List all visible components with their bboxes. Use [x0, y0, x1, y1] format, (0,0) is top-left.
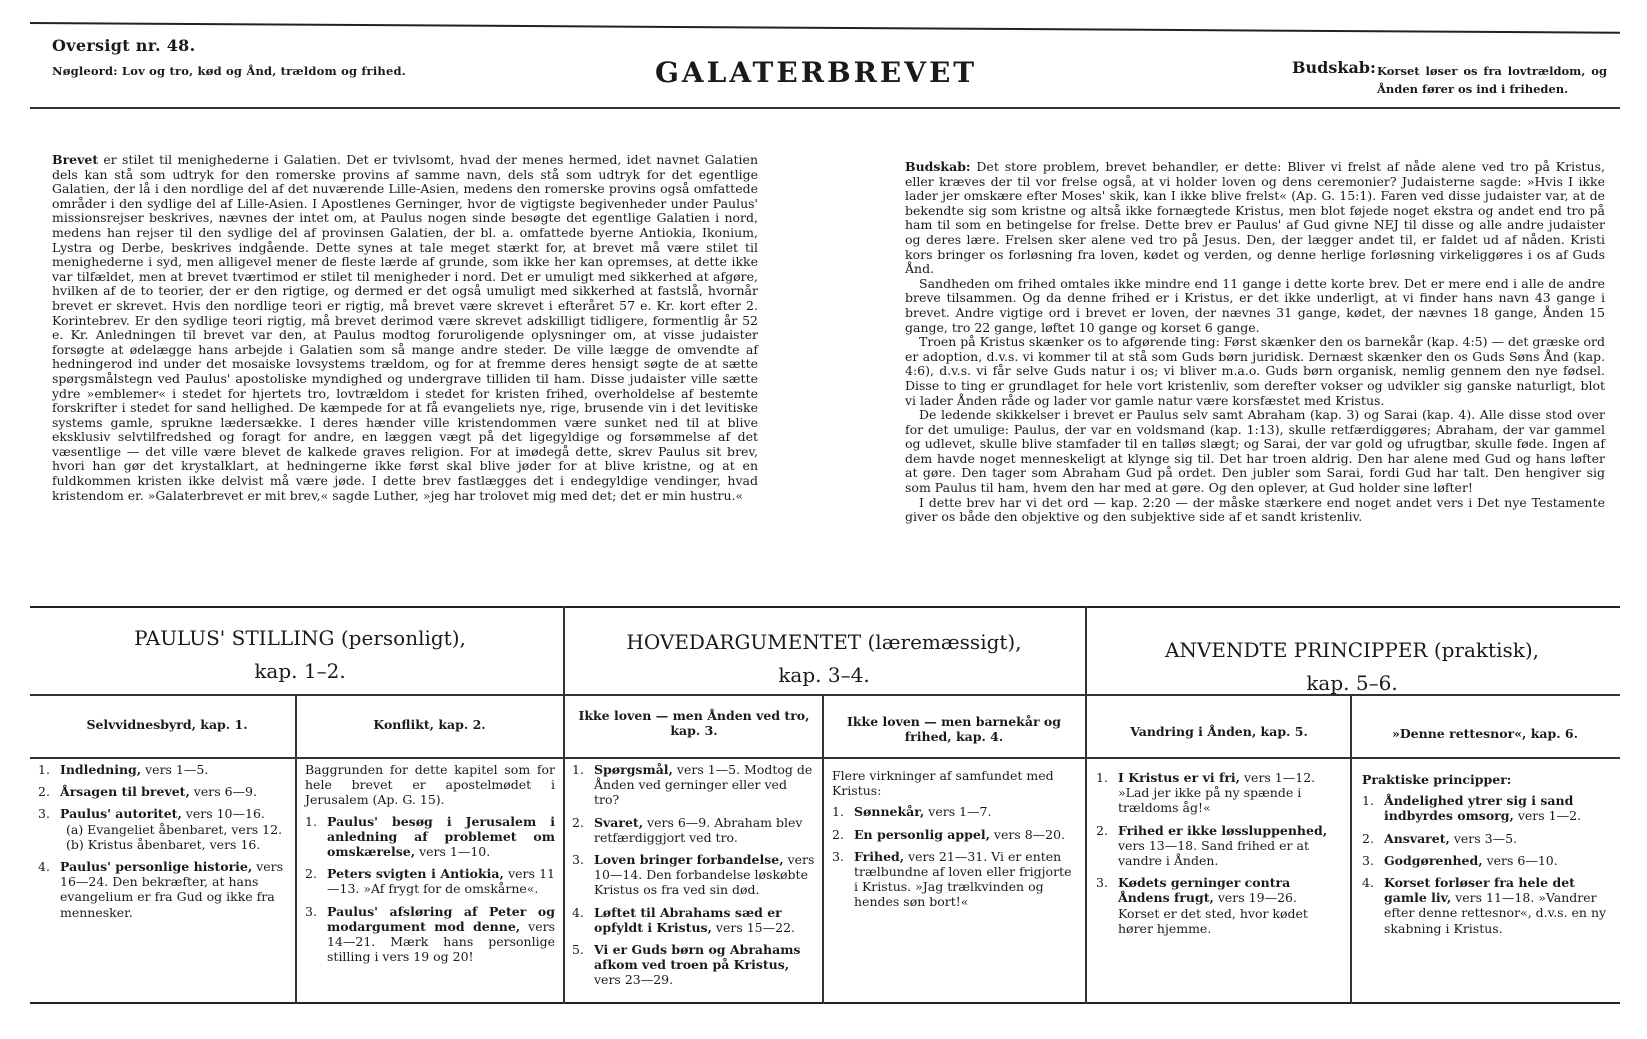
column-divider [295, 694, 297, 1004]
item-heading: Løftet til Abrahams sæd er opfyldt i Kristus, [594, 904, 782, 935]
sub-item: (a) Evangeliet åbenbaret, vers 12. [66, 821, 283, 837]
list-item [572, 815, 816, 845]
column-chapter-2 [305, 762, 555, 971]
column-intro: Praktiske principper: [1362, 772, 1512, 787]
item-text: vers 16—24. Den bekræfter, at hans evangelium er fra Gud og ikke fra mennesker. [60, 859, 284, 920]
list-item [572, 852, 816, 898]
item-text: vers 14—21. Mærk hans personlige stilling i vers 19 og 20! [327, 918, 555, 965]
item-text: vers 21—31. Vi er enten trælbundne af loven eller frigjorte i Kristus. »Jag trælkvinden og hendes søn bort!« [854, 848, 1072, 910]
list-item [572, 905, 816, 935]
item-number: 2. [1362, 830, 1374, 846]
list-item [1096, 770, 1342, 816]
item-number: 1. [38, 762, 50, 777]
item-heading: Kødets gerninger contra Åndens frugt, [1118, 875, 1291, 906]
list-item [38, 762, 286, 777]
item-number: 1. [305, 813, 317, 829]
item-text: vers 6—10. [1482, 852, 1558, 868]
message-lead: Budskab: [905, 159, 971, 174]
section-rule [30, 606, 1620, 608]
column-intro: Baggrunden for dette kapitel som for hele brevet er apostelmødet i Jerusalem (Ap. G. 15). [305, 762, 555, 808]
message-p2: Sandheden om frihed omtales ikke mindre end 11 gange i dette korte brev. Det er mere end i alle de andre breve tilsammen. Og da denne frihed er i Kristus, er det ikke underligt, at vi finder hans navn 43 gange i brevet. Andre vigtige ord i brevet er loven, der nævnes 31 gange, kødet, der nævnes 18 gange, Ånden 15 gange, tro 22 gange, løftet 10 gange og korset 6 gange. [905, 275, 1605, 335]
list-item [832, 804, 1076, 819]
header-rule [30, 107, 1620, 109]
list-item [305, 866, 555, 896]
intro-lead: Brevet [52, 152, 99, 167]
column-rule [30, 757, 1620, 759]
message-p1: Det store problem, brevet behandler, er dette: Bliver vi frelst af nåde alene ved tro på Kristus, eller kræves der til vor frelse også, at vi holder loven og dens ceremonier? Judaisterne sagde: »Hvis I ikke lader jer omskære efter Moses' skik, kan I ikke blive frelst« (Ap. G. 15:1). Faren ved disse judaister var, at de bekendte sig som kristne og altså ikke fornægtede Kristus, men blot føjede noget ekstra og andet end tro på ham til som en betingelse for frelse. Dette brev er Paulus' af Gud givne NEJ til disse og alle andre judaister og deres lære. Frelsen sker alene ved tro på Jesus. Den, der lægger andet til, er faldet ud af nåden. Kristi kors bringer os forløsning fra loven, kødet og verden, og denne herlige forløsning virkeliggøres i os af Guds Ånd. [905, 159, 1605, 277]
column-divider [822, 694, 824, 1004]
item-number: 4. [38, 859, 50, 875]
item-text: vers 1—10. [415, 844, 491, 860]
subsection-heading-6: »Denne rettesnor«, kap. 6. [1392, 726, 1578, 741]
section-heading-chapters: kap. 3–4. [778, 663, 870, 687]
list-item [1362, 875, 1612, 936]
item-text: vers 1—5. [141, 762, 209, 777]
item-number: 4. [572, 904, 584, 920]
item-heading: Spørgsmål, [594, 762, 673, 777]
list-item [1096, 875, 1342, 936]
item-heading: Ansvaret, [1384, 830, 1450, 846]
subsection-heading-4: Ikke loven — men barnekår og frihed, kap. 4. [847, 714, 1061, 744]
list-item [1362, 793, 1612, 823]
item-heading: Årsagen til brevet, [60, 784, 190, 800]
item-heading: Indledning, [60, 762, 142, 777]
keywords: Nøgleord: Lov og tro, kød og Ånd, trældom og frihed. [52, 64, 406, 78]
intro-paragraph [52, 153, 758, 503]
item-number: 5. [572, 942, 584, 958]
list-item [1362, 853, 1612, 868]
item-number: 2. [832, 826, 844, 842]
item-number: 2. [572, 814, 584, 830]
column-intro: Flere virkninger af samfundet med Kristus: [832, 768, 1054, 799]
item-heading: Frihed er ikke løssluppenhed, [1118, 822, 1328, 838]
item-text: vers 15—22. [711, 919, 796, 935]
item-text: vers 1—5. Modtog de Ånden ved gerninger eller ved tro? [594, 762, 813, 808]
list-item [38, 859, 286, 920]
section-heading-3 [1087, 634, 1617, 700]
item-text: vers 13—18. Sand frihed er at vandre i Ånden. [1118, 837, 1309, 869]
column-chapter-3 [572, 762, 816, 995]
item-number: 2. [38, 784, 50, 800]
message-p4: De ledende skikkelser i brevet er Paulus selv samt Abraham (kap. 3) og Sarai (kap. 4). Alle disse stod over for det umulige: Paulus, der var en voldsmand (kap. 1:13), skulle retfærdiggøres; Abraham, der var gammel og udlevet, skulle blive stamfader til en talløs slægt; og Sarai, der var gold og ufrugtbar, skulle føde. Ingen af dem havde noget menneskeligt at klynge sig til. Det har troen aldrig. Den har alene med Gud og hans løfter at gøre. Den tager som Abraham Gud på ordet. Den jubler som Sarai, fordi Gud har talt. Den hengiver sig som Paulus til ham, hvem den har med at gøre. Og den oplever, at Gud holder sine løfter! [905, 407, 1605, 496]
section-heading-line: PAULUS' STILLING (personligt), [134, 626, 466, 650]
item-text: vers 8—20. [989, 826, 1066, 842]
item-number: 2. [305, 866, 317, 882]
section-heading-chapters: kap. 1–2. [254, 659, 346, 683]
item-number: 1. [572, 762, 584, 777]
bottom-rule [30, 1002, 1620, 1004]
item-heading: Frihed, [854, 848, 905, 864]
list-item [38, 784, 286, 799]
column-divider [1085, 694, 1087, 1004]
item-heading: Korset forløser fra hele det gamle liv, [1384, 875, 1575, 906]
item-number: 3. [572, 852, 584, 868]
item-text: vers 1—12. »Lad jer ikke på ny spænde i trældoms åg!« [1118, 770, 1316, 816]
subsection-heading-3: Ikke loven — men Ånden ved tro, kap. 3. [578, 708, 810, 738]
item-number: 3. [1096, 875, 1108, 891]
item-number: 3. [38, 806, 50, 822]
section-heading-1 [40, 622, 560, 688]
item-heading: Paulus' besøg i Jerusalem i anledning af problemet om omskærelse, [327, 813, 555, 860]
item-text: vers 1—2. [1513, 808, 1582, 824]
sub-item: (b) Kristus åbenbaret, vers 16. [66, 836, 261, 852]
item-heading: Svaret, [594, 814, 644, 830]
message-label: Budskab: [1292, 58, 1376, 77]
item-text: vers 10—16. [181, 806, 265, 822]
item-number: 4. [1362, 875, 1374, 891]
section-heading-line: ANVENDTE PRINCIPPER (praktisk), [1164, 638, 1540, 662]
list-item [1096, 823, 1342, 869]
item-number: 3. [832, 848, 844, 864]
item-number: 3. [1362, 852, 1374, 868]
item-heading: Åndelighed ytrer sig i sand indbyrdes omsorg, [1384, 793, 1574, 824]
section-heading-2 [565, 626, 1083, 692]
column-chapter-6 [1362, 772, 1612, 943]
page-title: GALATERBREVET [655, 56, 978, 89]
item-number: 1. [832, 804, 844, 820]
item-text: vers 23—29. [594, 972, 674, 988]
item-text: vers 1—7. [924, 804, 992, 820]
list-item [305, 814, 555, 860]
list-item [1362, 831, 1612, 846]
item-heading: Sønnekår, [854, 804, 925, 820]
item-number: 1. [1096, 770, 1108, 785]
item-heading: Paulus' autoritet, [60, 806, 182, 822]
item-heading: I Kristus er vi fri, [1118, 770, 1241, 785]
top-rule [30, 22, 1620, 34]
item-text: vers 6—9. [189, 784, 257, 800]
section-heading-line: HOVEDARGUMENTET (læremæssigt), [626, 630, 1022, 654]
item-text: vers 6—9. Abraham blev retfærdiggjort ved tro. [594, 814, 803, 845]
item-text: vers 10—14. Den forbandelse løskøbte Kristus os fra ved sin død. [594, 852, 815, 898]
overview-number: Oversigt nr. 48. [52, 36, 196, 55]
message-p5: I dette brev har vi det ord — kap. 2:20 — der måske stærkere end noget andet vers i Det nye Testamente giver os både den objektive og den subjektive side af et sandt kristenliv. [905, 494, 1605, 525]
list-item [572, 762, 816, 808]
item-number: 1. [1362, 793, 1374, 809]
column-divider [563, 694, 565, 1004]
list-item [572, 942, 816, 988]
message-p3: Troen på Kristus skænker os to afgørende ting: Først skænker den os barnekår (kap. 4:5) — det græske ord er adoption, d.v.s. vi kommer til at stå som Guds børn juridisk. Dernæst skænker den os Guds Søns Ånd (kap. 4:6), d.v.s. vi får selve Guds natur i os; vi bliver m.a.o. Guds børn organisk, nemlig gennem den nye fødsel. Disse to ting er grundlaget for hele vort kristenliv, som derefter vokser og udvikler sig ganske naturligt, blot vi lader Ånden råde og lader vor gamle natur være korsfæstet med Kristus. [905, 334, 1605, 408]
item-heading: Godgørenhed, [1384, 852, 1483, 868]
item-heading: Loven bringer forbandelse, [594, 852, 784, 868]
list-item [305, 904, 555, 965]
subsection-heading-5: Vandring i Ånden, kap. 5. [1130, 724, 1308, 739]
column-chapter-5 [1096, 770, 1342, 943]
item-heading: En personlig appel, [854, 826, 990, 842]
item-text: vers 19—26. Korset er det sted, hvor kødet hører hjemme. [1118, 890, 1308, 936]
list-item [38, 806, 286, 852]
message-text: Korset løser os fra lovtrældom, og Ånden fører os ind i friheden. [1377, 64, 1607, 96]
item-heading: Paulus' afsløring af Peter og modargument mod denne, [327, 903, 555, 934]
item-heading: Paulus' personlige historie, [60, 859, 253, 875]
intro-body: er stilet til menighederne i Galatien. Det er tvivlsomt, hvad der menes hermed, idet navnet Galatien dels kan stå som udtryk for den romerske provins af samme navn, dels stå som udtryk for det egentlige Galatien, der lå i den nordlige del af det nuværende Lille-Asien, medens den romerske provins også omfattede områder i den sydlige del af Lille-Asien. I Apostlenes Gerninger, hvor de vigtigste begivenheder under Paulus' missionsrejser beskrives, nævnes der intet om, at Paulus nogen sinde besøgte det egentlige Galatien i nord, medens han rejser til den sydlige del af provinsen Galatien, der bl. a. omfattede byerne Antiokia, Ikonium, Lystra og Derbe, beskrives indgående. Dette synes at tale meget stærkt for, at brevet må være stilet til menighederne i syd, men alligevel mener de fleste lærde af grunde, som ikke her kan opremses, at dette ikke var tilfældet, men at brevet tværtimod er stilet til menigheder i nord. Det er umuligt med sikkerhed at afgøre, hvilken af de to teorier, der er den rigtige, og dermed er det også umuligt med sikkerhed at fastslå, hvornår brevet er skrevet. Hvis den nordlige teori er rigtig, må brevet være skrevet i efteråret 57 e. Kr. kort efter 2. Korintebrev. Er den sydlige teori rigtig, må brevet derimod være skrevet adskilligt tidligere, formentlig år 52 e. Kr. Anledningen til brevet var den, at Paulus modtog foruroligende oplysninger om, at visse judaister forsøgte at ødelægge hans arbejde i Galatien som så mange andre steder. De ville lægge de omvendte af hedningerod ind under det mosaiske lovsystems trældom, og for at fremme deres hensigt søgte de at sætte spørgsmålstegn ved Paulus' apostoliske myndighed og undergrave tilliden til ham. Disse judaister ville sætte ydre »emblemer« i stedet for hjertets tro, lovtrældom i stedet for kristen frihed, overholdelse af bestemte forskrifter i stedet for sand hellighed. De kæmpede for at få evangeliets nye, rige, brusende vin i det levitiske systems gamle, sprukne lædersække. I deres hænder ville kristendommen være sunket ned til at blive eksklusiv selvtilfredshed og foragt for andre, en læggen vægt på det ligegyldige og forsømmelse af det væsentlige — det ville være blevet de kalkede graves religion. For at imødegå dette, skrev Paulus sit brev, hvori han gør det krystalklart, at hedningerne ikke først skal blive jøder for at blive kristne, og at en fuldkommen kristen ikke delvist må være jøde. I dette brev fastlægges det i endegyldige vendinger, hvad kristendom er. »Galaterbrevet er mit brev,« sagde Luther, »jeg har trolovet mig med det; det er min hustru.« [52, 152, 758, 503]
header-left [52, 36, 406, 78]
item-heading: Vi er Guds børn og Abrahams afkom ved troen på Kristus, [594, 942, 801, 973]
subsection-heading-2: Konflikt, kap. 2. [373, 717, 486, 732]
item-number: 3. [305, 903, 317, 919]
section-heading-chapters: kap. 5–6. [1306, 671, 1398, 695]
message-paragraph [905, 160, 1605, 525]
column-chapter-1 [38, 762, 286, 927]
column-chapter-4 [832, 768, 1076, 917]
item-text: vers 11—18. »Vandrer efter denne rettesnor«, d.v.s. en ny skabning i Kristus. [1384, 890, 1607, 936]
list-item [832, 849, 1076, 910]
item-text: vers 11—13. »Af frygt for de omskårne«. [327, 866, 555, 897]
list-item [832, 827, 1076, 842]
subsection-heading-1: Selvvidnesbyrd, kap. 1. [86, 717, 248, 732]
item-heading: Peters svigten i Antiokia, [327, 866, 504, 882]
item-text: vers 3—5. [1449, 830, 1518, 846]
item-number: 2. [1096, 822, 1108, 838]
column-divider [1350, 694, 1352, 1004]
